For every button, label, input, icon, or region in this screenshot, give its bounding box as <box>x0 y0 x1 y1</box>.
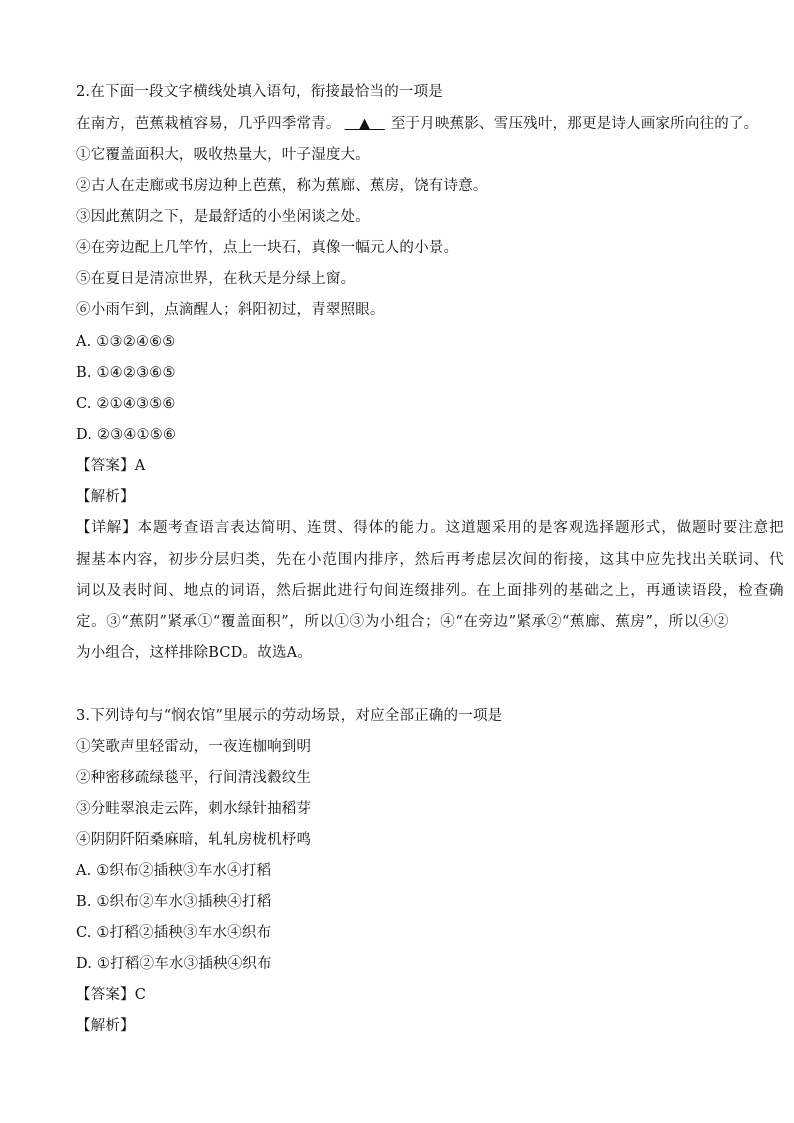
q2-passage-before: 在南方，芭蕉栽植容易，几乎四季常青。 <box>76 116 341 132</box>
q2-sentence: ⑥小雨乍到，点滴醒人；斜阳初过，青翠照眼。 <box>76 302 385 318</box>
q2-answer: 【答案】A <box>76 458 146 474</box>
q2-sentence: ②古人在走廊或书房边种上芭蕉，称为蕉廊、蕉房，饶有诗意。 <box>76 178 488 194</box>
q2-passage-after: 至于月映蕉影、雪压残叶，那更是诗人画家所向往的了。 <box>390 116 759 132</box>
q2-passage <box>76 114 758 134</box>
q3-option-c: C. ①打稻②插秧③车水④织布 <box>76 925 272 941</box>
q2-sentence: ①它覆盖面积大，吸收热量大，叶子湿度大。 <box>76 147 370 163</box>
q2-explanation-line: 词以及表时间、地点的词语，然后据此进行句间连缀排列。在上面排列的基础之上，再通读语段，检查确 <box>76 583 785 599</box>
q2-option-b: B. ①④②③⑥⑤ <box>76 365 176 381</box>
q2-sentence: ⑤在夏日是清凉世界，在秋天是分绿上窗。 <box>76 271 356 287</box>
q3-option-b: B. ①织布②车水③插秧④打稻 <box>76 894 272 910</box>
q2-explanation-line: 握基本内容，初步分层归类，先在小范围内排序，然后再考虑层次间的衔接，这其中应先找出关联词、代 <box>76 552 785 568</box>
q2-analysis-heading: 【解析】 <box>76 489 135 505</box>
q3-option-a: A. ①织布②插秧③车水④打稻 <box>76 863 272 879</box>
q3-sentence: ①笑歌声里轻雷动，一夜连枷响到明 <box>76 739 312 755</box>
q2-title: 2.在下面一段文字横线处填入语句，衔接最恰当的一项是 <box>76 84 444 100</box>
q3-sentence: ④阴阴阡陌桑麻暗，轧轧房栊机杼鸣 <box>76 832 312 848</box>
q3-option-d: D. ①打稻②车水③插秧④织布 <box>76 956 272 972</box>
q3-sentence: ②种密移疏绿毯平，行间清浅縠纹生 <box>76 770 312 786</box>
q3-analysis-heading: 【解析】 <box>76 1018 135 1034</box>
q2-explanation-line: 【详解】本题考查语言表达简明、连贯、得体的能力。这道题采用的是客观选择题形式，做题时要注意把 <box>76 520 785 536</box>
q2-sentence: ③因此蕉阴之下，是最舒适的小坐闲谈之处。 <box>76 209 370 225</box>
q2-blank <box>345 114 385 134</box>
q2-sentence: ④在旁边配上几竿竹，点上一块石，真像一幅元人的小景。 <box>76 240 459 256</box>
q2-option-c: C. ②①④③⑤⑥ <box>76 396 176 412</box>
q2-option-a: A. ①③②④⑥⑤ <box>76 334 176 350</box>
q2-explanation-line: 定。③“蕉阴”紧承①“覆盖面积”，所以①③为小组合；④“在旁边”紧承②“蕉廊、蕉房”，所以④② <box>76 614 729 630</box>
q2-explanation-line: 为小组合，这样排除BCD。故选A。 <box>76 645 313 661</box>
q3-answer: 【答案】C <box>76 987 147 1003</box>
blank-triangle-icon: ▲ <box>359 116 371 132</box>
q3-sentence: ③分畦翠浪走云阵，刺水绿针抽稻芽 <box>76 801 312 817</box>
q2-option-d: D. ②③④①⑤⑥ <box>76 427 177 443</box>
q3-title: 3.下列诗句与“悯农馆”里展示的劳动场景，对应全部正确的一项是 <box>76 708 503 724</box>
